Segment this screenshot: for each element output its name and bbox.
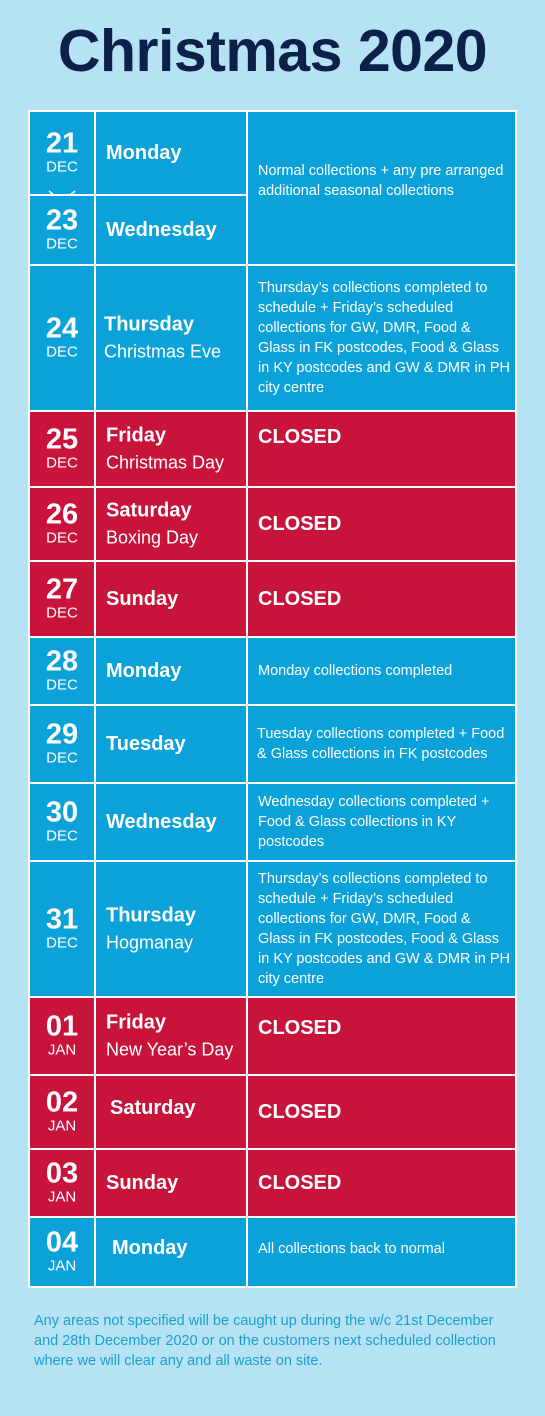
description-cell (248, 1076, 515, 1148)
date-block (30, 903, 94, 952)
date-cell (30, 488, 94, 560)
date-month: DEC (46, 749, 78, 767)
table-row-28-dec (28, 638, 517, 704)
date-number: 02 (45, 1086, 79, 1119)
description-cell (248, 1150, 515, 1216)
table-row-03-jan (28, 1150, 517, 1216)
day-subtitle: Christmas Day (106, 452, 225, 473)
day-block (106, 423, 242, 476)
closed-label: CLOSED (258, 426, 342, 448)
table-row-27-dec (28, 562, 517, 636)
day-block (106, 140, 242, 166)
date-number: 24 (45, 312, 79, 345)
date-number: 31 (45, 903, 79, 936)
day-cell (96, 1150, 246, 1216)
date-block (30, 718, 94, 767)
date-number: 03 (45, 1157, 79, 1190)
day-name: Wednesday (106, 219, 217, 241)
date-cell (30, 562, 94, 636)
closed-label: CLOSED (258, 513, 342, 535)
date-cell (30, 706, 94, 782)
day-block (106, 586, 242, 612)
day-name: Friday (106, 424, 167, 447)
date-month: DEC (46, 454, 78, 472)
day-cell (96, 1218, 246, 1286)
date-cell (30, 998, 94, 1074)
date-number: 25 (45, 423, 79, 456)
date-month: DEC (46, 158, 78, 176)
description-cell (248, 1218, 515, 1286)
date-block (30, 1010, 94, 1059)
day-block (106, 658, 242, 684)
closed-label: CLOSED (258, 588, 342, 610)
date-cell (30, 638, 94, 704)
date-block (30, 573, 94, 622)
description-text: Tuesday collections completed + Food & Glass collections in FK postcodes (257, 726, 505, 762)
day-name: Saturday (110, 1097, 196, 1119)
date-block (30, 498, 94, 547)
table-row-31-dec (28, 862, 517, 996)
table-row-29-dec (28, 706, 517, 782)
closed-label: CLOSED (258, 1101, 342, 1123)
date-block (30, 423, 94, 472)
date-cell (30, 1218, 94, 1286)
date-month: DEC (46, 604, 78, 622)
date-cell (30, 266, 94, 410)
date-cell (30, 862, 94, 996)
description-text: Thursday’s collections completed to schedule + Friday’s scheduled collections for GW, DMR, Food & Glass in FK postcodes, Food & Glass in KY postcodes and GW & DMR in PH city centre (258, 280, 510, 396)
description-text: All collections back to normal (258, 1241, 445, 1257)
date-number: 21 (45, 127, 79, 160)
day-cell-wednesday (96, 196, 246, 264)
day-cell (96, 266, 246, 410)
description-cell (248, 412, 515, 486)
day-name: Thursday (104, 313, 195, 336)
date-month: JAN (47, 1117, 77, 1135)
description-cell (248, 562, 515, 636)
date-number: 26 (45, 498, 79, 531)
day-cell (96, 706, 246, 782)
day-subtitle: Boxing Day (106, 527, 199, 548)
date-cell (30, 784, 94, 860)
day-cell (96, 638, 246, 704)
day-block (106, 1170, 242, 1196)
day-name: Sunday (106, 588, 179, 610)
day-cell-monday (96, 112, 246, 194)
day-name: Monday (106, 660, 182, 682)
table-row-21-23-dec (28, 112, 517, 264)
day-subtitle: New Year’s Day (106, 1039, 234, 1060)
date-month: DEC (46, 343, 78, 361)
day-block (106, 809, 242, 835)
date-month: DEC (46, 235, 78, 253)
description-cell-merged (248, 112, 515, 264)
closed-label: CLOSED (258, 1017, 342, 1039)
day-name: Tuesday (106, 733, 186, 755)
date-block (30, 204, 94, 253)
day-cell (96, 998, 246, 1074)
table-row-30-dec (28, 784, 517, 860)
day-block (106, 1010, 242, 1063)
day-cell (96, 488, 246, 560)
page-title: Christmas 2020 (57, 18, 488, 84)
day-name: Monday (106, 142, 182, 164)
day-cell (96, 1076, 246, 1148)
description-text: Wednesday collections completed + Food & Glass collections in KY postcodes (258, 794, 490, 850)
day-name: Friday (106, 1011, 167, 1034)
date-number: 30 (45, 796, 79, 829)
date-block (30, 1086, 94, 1135)
closed-label: CLOSED (258, 1172, 342, 1194)
description-cell (248, 488, 515, 560)
date-number: 04 (45, 1226, 79, 1259)
date-block (30, 1226, 94, 1275)
day-cell (96, 412, 246, 486)
description-cell (248, 784, 515, 860)
description-cell (248, 998, 515, 1074)
day-name: Saturday (106, 499, 192, 522)
date-month: DEC (46, 676, 78, 694)
table-row-01-jan (28, 998, 517, 1074)
day-name: Sunday (106, 1172, 179, 1194)
date-number: 01 (45, 1010, 79, 1043)
date-cell-23-dec (30, 196, 94, 264)
description-cell (248, 862, 515, 996)
table-row-24-dec (28, 266, 517, 410)
date-month: JAN (47, 1188, 77, 1206)
date-number: 27 (45, 573, 79, 606)
day-name: Thursday (106, 904, 197, 927)
date-month: JAN (47, 1041, 77, 1059)
date-number: 23 (45, 204, 79, 237)
date-month: DEC (46, 934, 78, 952)
date-block (30, 1157, 94, 1206)
table-row-25-dec (28, 412, 517, 486)
day-block (110, 1095, 242, 1121)
date-cell (30, 1150, 94, 1216)
description-text: Monday collections completed (258, 663, 453, 679)
day-block (106, 498, 242, 551)
footer-note: Any areas not specified will be caught up during the w/c 21st December and 28th December 2020 or on the customers next scheduled collection where we will clear any and all waste on site. (34, 1313, 496, 1369)
table-row-04-jan (28, 1218, 517, 1286)
day-block (112, 1235, 242, 1261)
day-block (106, 217, 242, 243)
table-row-02-jan (28, 1076, 517, 1148)
date-number: 29 (45, 718, 79, 751)
description-cell (248, 638, 515, 704)
date-number: 28 (45, 645, 79, 678)
date-cell (30, 412, 94, 486)
day-block (106, 903, 242, 956)
day-cell (96, 562, 246, 636)
day-block (106, 731, 242, 757)
date-block (30, 312, 94, 361)
day-name: Monday (112, 1237, 188, 1259)
day-cell (96, 862, 246, 996)
day-block (104, 312, 242, 365)
description-cell (248, 706, 515, 782)
schedule-table (28, 110, 517, 1288)
date-block (30, 796, 94, 845)
description-cell (248, 266, 515, 410)
day-name: Wednesday (106, 811, 217, 833)
table-row-26-dec (28, 488, 517, 560)
date-cell-21-dec (30, 112, 94, 194)
day-subtitle: Christmas Eve (104, 341, 222, 362)
description-text: Thursday’s collections completed to schedule + Friday’s scheduled collections for GW, DMR, Food & Glass in FK postcodes, Food & Glass in KY postcodes and GW & DMR in PH city centre (258, 871, 510, 987)
date-block (30, 645, 94, 694)
date-month: JAN (47, 1257, 77, 1275)
date-month: DEC (46, 529, 78, 547)
date-block (30, 127, 94, 176)
date-cell (30, 1076, 94, 1148)
day-cell (96, 784, 246, 860)
description-text: Normal collections + any pre arranged additional seasonal collections (258, 163, 504, 199)
day-subtitle: Hogmanay (106, 932, 194, 953)
date-month: DEC (46, 827, 78, 845)
